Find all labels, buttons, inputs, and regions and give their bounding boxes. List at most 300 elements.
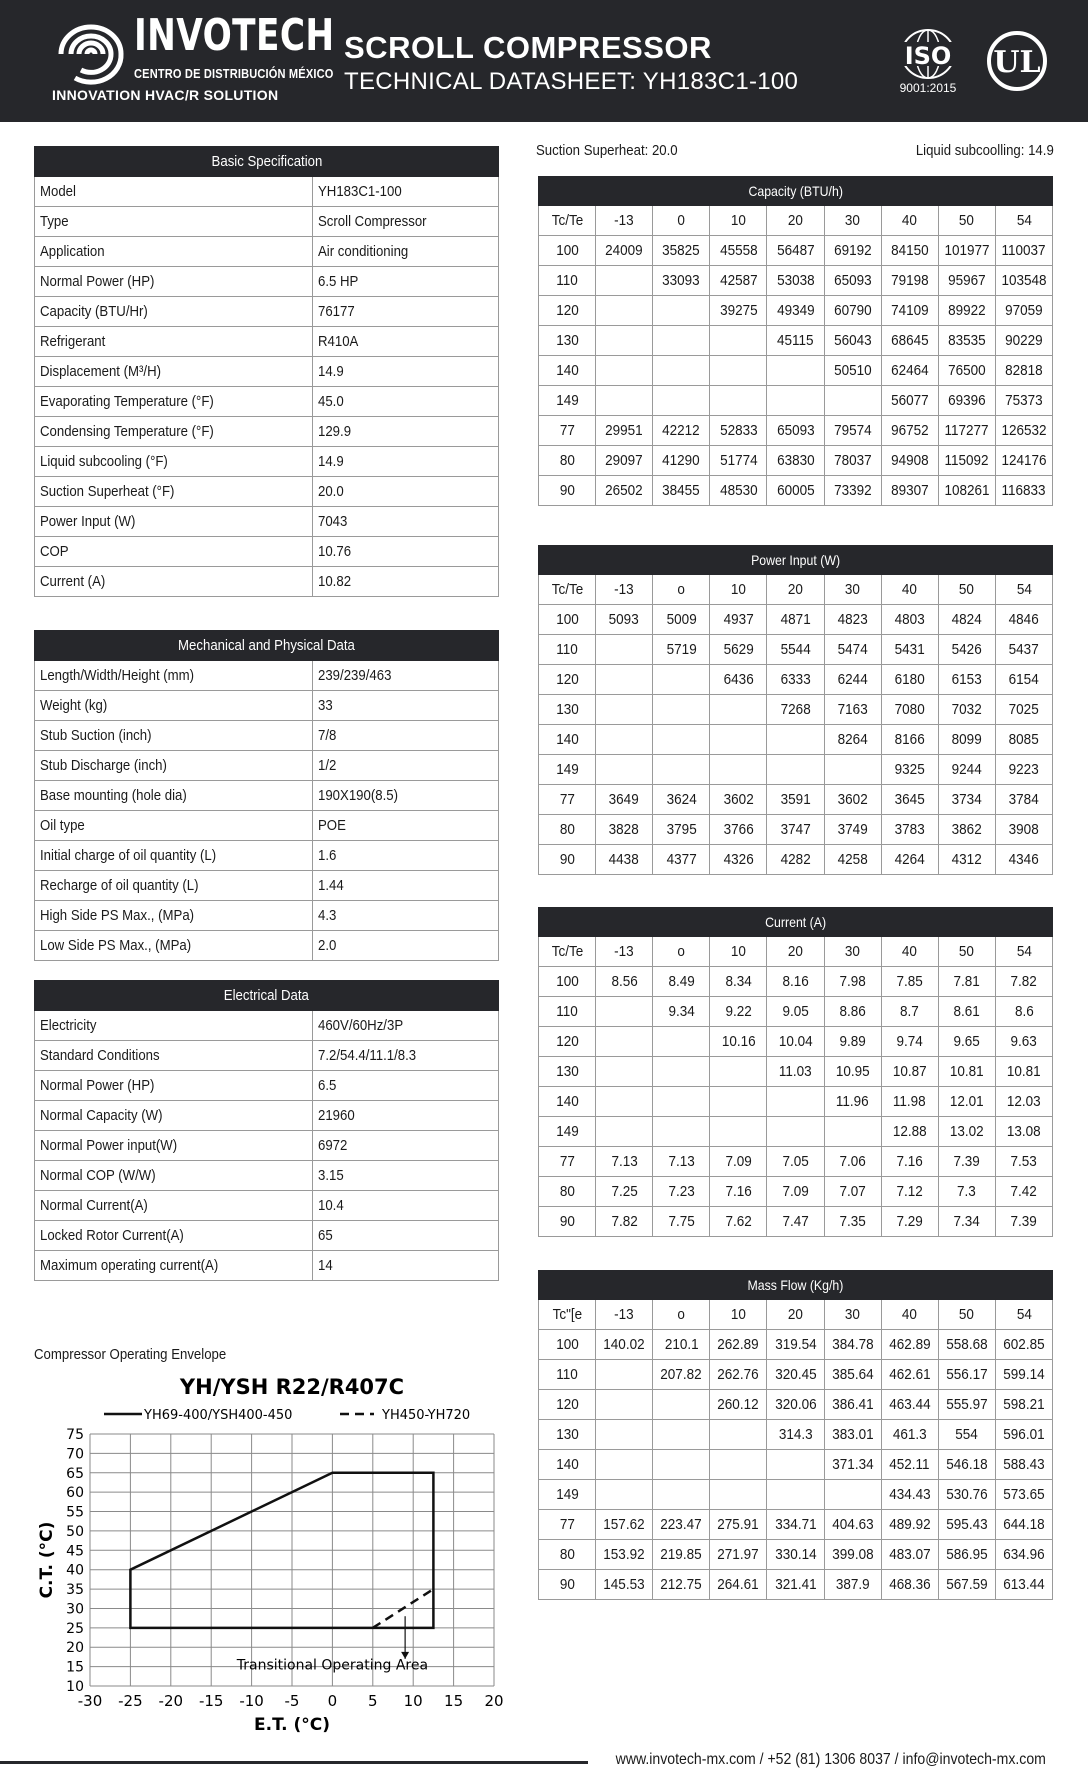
table-cell: 4282 xyxy=(767,845,824,875)
table-cell: 11.03 xyxy=(767,1057,824,1087)
x-tick-label: 15 xyxy=(444,1692,464,1710)
column-header: 30 xyxy=(824,937,881,967)
table-cell: 3784 xyxy=(995,785,1052,815)
table-cell: 60790 xyxy=(824,296,881,326)
table-cell xyxy=(596,997,653,1027)
table-cell: 7.05 xyxy=(767,1147,824,1177)
table-cell: 385.64 xyxy=(824,1360,881,1390)
table-row xyxy=(35,811,499,841)
table-cell: 4377 xyxy=(653,845,710,875)
table-cell: 78037 xyxy=(824,446,881,476)
table-cell: 334.71 xyxy=(767,1510,824,1540)
x-tick-label: -10 xyxy=(239,1692,264,1710)
table-row xyxy=(539,326,1053,356)
y-tick-label: 25 xyxy=(66,1620,84,1637)
y-tick-label: 70 xyxy=(66,1446,84,1463)
spec-value: 10.4 xyxy=(313,1191,499,1221)
table-row xyxy=(35,721,499,751)
chart-caption: Compressor Operating Envelope xyxy=(34,1346,227,1363)
table-cell: 7.82 xyxy=(596,1207,653,1237)
row-label: 110 xyxy=(539,266,596,296)
table-row xyxy=(539,605,1053,635)
row-label: 120 xyxy=(539,1027,596,1057)
table-cell xyxy=(710,386,767,416)
spec-label: Refrigerant xyxy=(35,327,313,357)
table-cell: 4438 xyxy=(596,845,653,875)
table-cell: 8085 xyxy=(995,725,1052,755)
table-cell: 320.45 xyxy=(767,1360,824,1390)
table-cell: 5431 xyxy=(881,635,938,665)
column-header: 10 xyxy=(710,1300,767,1330)
table-row xyxy=(35,781,499,811)
table-cell xyxy=(653,326,710,356)
table-cell: 68645 xyxy=(881,326,938,356)
column-header: 30 xyxy=(824,575,881,605)
row-label: 80 xyxy=(539,815,596,845)
table-cell: 452.11 xyxy=(881,1450,938,1480)
table-cell: 26502 xyxy=(596,476,653,506)
table-cell: 13.08 xyxy=(995,1117,1052,1147)
spec-value: 6972 xyxy=(313,1131,499,1161)
column-header: o xyxy=(653,575,710,605)
table-cell: 73392 xyxy=(824,476,881,506)
spec-label: Normal Current(A) xyxy=(35,1191,313,1221)
table-row xyxy=(35,1071,499,1101)
table-cell: 8.56 xyxy=(596,967,653,997)
row-label: 140 xyxy=(539,1087,596,1117)
table-title: Electrical Data xyxy=(35,981,499,1011)
table-cell: 634.96 xyxy=(995,1540,1052,1570)
table-cell xyxy=(596,695,653,725)
column-header: 30 xyxy=(824,1300,881,1330)
table-cell: 596.01 xyxy=(995,1420,1052,1450)
table-cell: 3828 xyxy=(596,815,653,845)
table-cell xyxy=(596,1480,653,1510)
brand-name: INVOTECH xyxy=(134,10,335,61)
spec-label: Application xyxy=(35,237,313,267)
column-header: 20 xyxy=(767,575,824,605)
legend-entry-solid: YH69-400/YSH400-450 xyxy=(144,1408,293,1423)
table-row xyxy=(35,1011,499,1041)
table-cell: 7.34 xyxy=(938,1207,995,1237)
conditions-notes xyxy=(536,142,1054,162)
table-row xyxy=(539,1087,1053,1117)
table-cell: 7.3 xyxy=(938,1177,995,1207)
table-cell: 4264 xyxy=(881,845,938,875)
spec-value: 239/239/463 xyxy=(313,661,499,691)
table-cell xyxy=(596,266,653,296)
table-cell: 4871 xyxy=(767,605,824,635)
table-cell: 6244 xyxy=(824,665,881,695)
y-tick-label: 50 xyxy=(66,1523,84,1540)
header-banner xyxy=(0,0,1088,122)
table-cell: 3766 xyxy=(710,815,767,845)
x-tick-label: -5 xyxy=(284,1692,300,1710)
table-row xyxy=(35,931,499,961)
table-cell: 79574 xyxy=(824,416,881,446)
column-header: 40 xyxy=(881,1300,938,1330)
table-cell: 51774 xyxy=(710,446,767,476)
y-tick-label: 30 xyxy=(66,1601,84,1618)
table-cell: 3602 xyxy=(710,785,767,815)
table-cell: 7.25 xyxy=(596,1177,653,1207)
table-cell: 7.47 xyxy=(767,1207,824,1237)
table-cell xyxy=(653,1390,710,1420)
table-cell: 613.44 xyxy=(995,1570,1052,1600)
row-label: 77 xyxy=(539,1147,596,1177)
spec-value: 6.5 xyxy=(313,1071,499,1101)
table-row xyxy=(35,691,499,721)
table-cell: 7.09 xyxy=(767,1177,824,1207)
table-row xyxy=(35,1161,499,1191)
spec-label: Capacity (BTU/Hr) xyxy=(35,297,313,327)
table-cell xyxy=(596,1450,653,1480)
page-title: SCROLL COMPRESSOR xyxy=(344,30,712,65)
table-cell: 11.96 xyxy=(824,1087,881,1117)
table-cell: 60005 xyxy=(767,476,824,506)
spec-label: Suction Superheat (°F) xyxy=(35,477,313,507)
table-cell xyxy=(653,296,710,326)
table-row xyxy=(35,1041,499,1071)
header-row xyxy=(539,937,1053,967)
row-label: 100 xyxy=(539,967,596,997)
table-row xyxy=(35,447,499,477)
table-cell xyxy=(653,1420,710,1450)
y-tick-label: 60 xyxy=(66,1485,84,1502)
table-cell: 33093 xyxy=(653,266,710,296)
table-cell: 483.07 xyxy=(881,1540,938,1570)
table-cell: 8.6 xyxy=(995,997,1052,1027)
table-cell: 6153 xyxy=(938,665,995,695)
table-cell: 264.61 xyxy=(710,1570,767,1600)
column-header: Tc/Te xyxy=(539,575,596,605)
spec-value: Scroll Compressor xyxy=(313,207,499,237)
table-cell: 8.49 xyxy=(653,967,710,997)
table-cell: 42212 xyxy=(653,416,710,446)
table-row xyxy=(539,1360,1053,1390)
table-row xyxy=(35,841,499,871)
spec-label: Base mounting (hole dia) xyxy=(35,781,313,811)
spec-label: High Side PS Max., (MPa) xyxy=(35,901,313,931)
table-row xyxy=(539,1450,1053,1480)
table-cell: 219.85 xyxy=(653,1540,710,1570)
table-cell xyxy=(596,1390,653,1420)
table-cell: 140.02 xyxy=(596,1330,653,1360)
table-row xyxy=(35,207,499,237)
table-cell: 530.76 xyxy=(938,1480,995,1510)
table-row xyxy=(539,1207,1053,1237)
table-row xyxy=(539,1057,1053,1087)
table-cell: 75373 xyxy=(995,386,1052,416)
table-cell: 41290 xyxy=(653,446,710,476)
spec-value: 76177 xyxy=(313,297,499,327)
spec-value: 7.2/54.4/11.1/8.3 xyxy=(313,1041,499,1071)
spec-label: Normal COP (W/W) xyxy=(35,1161,313,1191)
column-header: Tc/Te xyxy=(539,206,596,236)
spec-label: Recharge of oil quantity (L) xyxy=(35,871,313,901)
spec-label: Condensing Temperature (°F) xyxy=(35,417,313,447)
row-label: 90 xyxy=(539,476,596,506)
spec-label: Normal Power (HP) xyxy=(35,1071,313,1101)
spec-value: 7/8 xyxy=(313,721,499,751)
table-cell: 8.86 xyxy=(824,997,881,1027)
table-cell xyxy=(767,725,824,755)
row-label: 149 xyxy=(539,1117,596,1147)
table-cell: 90229 xyxy=(995,326,1052,356)
table-cell: 4258 xyxy=(824,845,881,875)
y-tick-label: 20 xyxy=(66,1640,84,1657)
table-cell: 10.81 xyxy=(995,1057,1052,1087)
row-label: 140 xyxy=(539,1450,596,1480)
spec-value: 21960 xyxy=(313,1101,499,1131)
spec-value: YH183C1-100 xyxy=(313,177,499,207)
table-cell: 554 xyxy=(938,1420,995,1450)
table-row xyxy=(35,357,499,387)
table-cell: 11.98 xyxy=(881,1087,938,1117)
table-cell xyxy=(710,1117,767,1147)
table-cell: 7.06 xyxy=(824,1147,881,1177)
table-row xyxy=(539,997,1053,1027)
suction-superheat-note: Suction Superheat: 20.0 xyxy=(536,142,678,159)
row-label: 77 xyxy=(539,1510,596,1540)
mass-flow-table xyxy=(538,1270,1053,1600)
table-row xyxy=(35,901,499,931)
table-row xyxy=(35,177,499,207)
x-tick-label: -25 xyxy=(118,1692,143,1710)
table-row xyxy=(35,477,499,507)
row-label: 90 xyxy=(539,845,596,875)
row-label: 100 xyxy=(539,605,596,635)
table-cell: 115092 xyxy=(938,446,995,476)
row-label: 149 xyxy=(539,386,596,416)
table-cell xyxy=(653,725,710,755)
table-cell: 5474 xyxy=(824,635,881,665)
row-label: 140 xyxy=(539,725,596,755)
table-cell: 65093 xyxy=(767,416,824,446)
table-row xyxy=(35,537,499,567)
spec-label: Weight (kg) xyxy=(35,691,313,721)
table-cell: 3649 xyxy=(596,785,653,815)
table-cell: 4312 xyxy=(938,845,995,875)
table-row xyxy=(35,1251,499,1281)
table-cell: 8099 xyxy=(938,725,995,755)
table-cell: 4824 xyxy=(938,605,995,635)
x-tick-label: -15 xyxy=(198,1692,224,1710)
spec-label: COP xyxy=(35,537,313,567)
iso-standard: 9001:2015 xyxy=(899,81,957,94)
table-cell: 10.04 xyxy=(767,1027,824,1057)
table-cell: 56043 xyxy=(824,326,881,356)
x-tick-label: -30 xyxy=(77,1692,103,1710)
table-row xyxy=(539,967,1053,997)
table-cell: 89307 xyxy=(881,476,938,506)
table-cell: 3747 xyxy=(767,815,824,845)
table-cell: 644.18 xyxy=(995,1510,1052,1540)
spec-value: 190X190(8.5) xyxy=(313,781,499,811)
table-cell: 4803 xyxy=(881,605,938,635)
x-tick-label: 20 xyxy=(484,1692,504,1710)
table-cell: 76500 xyxy=(938,356,995,386)
column-header: 40 xyxy=(881,937,938,967)
spec-label: Initial charge of oil quantity (L) xyxy=(35,841,313,871)
spec-label: Model xyxy=(35,177,313,207)
column-header: -13 xyxy=(596,937,653,967)
table-row xyxy=(539,1510,1053,1540)
table-cell xyxy=(767,1450,824,1480)
column-header: 50 xyxy=(938,1300,995,1330)
table-cell xyxy=(824,755,881,785)
table-cell xyxy=(710,1087,767,1117)
table-cell xyxy=(824,386,881,416)
table-cell xyxy=(653,1057,710,1087)
table-cell: 38455 xyxy=(653,476,710,506)
spec-label: Evaporating Temperature (°F) xyxy=(35,387,313,417)
table-cell: 9.89 xyxy=(824,1027,881,1057)
page-subtitle: TECHNICAL DATASHEET: YH183C1-100 xyxy=(344,68,799,95)
table-row xyxy=(539,1540,1053,1570)
table-cell: 12.88 xyxy=(881,1117,938,1147)
table-cell: 321.41 xyxy=(767,1570,824,1600)
spec-label: Normal Power (HP) xyxy=(35,267,313,297)
x-tick-label: 10 xyxy=(403,1692,423,1710)
table-cell xyxy=(767,1480,824,1510)
table-cell xyxy=(710,755,767,785)
table-cell: 5093 xyxy=(596,605,653,635)
table-cell: 126532 xyxy=(995,416,1052,446)
table-row xyxy=(539,665,1053,695)
table-cell: 69396 xyxy=(938,386,995,416)
row-label: 80 xyxy=(539,446,596,476)
table-row xyxy=(35,297,499,327)
table-cell xyxy=(767,1087,824,1117)
spec-label: Electricity xyxy=(35,1011,313,1041)
table-cell xyxy=(596,755,653,785)
table-cell: 45115 xyxy=(767,326,824,356)
spec-value: 6.5 HP xyxy=(313,267,499,297)
table-cell xyxy=(653,356,710,386)
table-cell: 5437 xyxy=(995,635,1052,665)
row-label: 77 xyxy=(539,785,596,815)
table-cell: 210.1 xyxy=(653,1330,710,1360)
table-cell xyxy=(653,1450,710,1480)
table-row xyxy=(35,567,499,597)
table-cell: 384.78 xyxy=(824,1330,881,1360)
table-cell: 7.35 xyxy=(824,1207,881,1237)
table-row xyxy=(35,267,499,297)
table-cell: 595.43 xyxy=(938,1510,995,1540)
table-cell: 7.09 xyxy=(710,1147,767,1177)
row-label: 130 xyxy=(539,1057,596,1087)
table-cell: 12.01 xyxy=(938,1087,995,1117)
table-cell: 24009 xyxy=(596,236,653,266)
spec-value: 1.44 xyxy=(313,871,499,901)
table-cell: 6180 xyxy=(881,665,938,695)
ul-logo-icon xyxy=(986,30,1048,92)
table-cell xyxy=(767,755,824,785)
y-tick-label: 10 xyxy=(66,1679,84,1695)
table-row xyxy=(35,661,499,691)
spec-label: Power Input (W) xyxy=(35,507,313,537)
table-cell: 89922 xyxy=(938,296,995,326)
spec-value: 14.9 xyxy=(313,447,499,477)
table-cell: 260.12 xyxy=(710,1390,767,1420)
table-cell: 599.14 xyxy=(995,1360,1052,1390)
table-cell: 5719 xyxy=(653,635,710,665)
table-cell xyxy=(596,356,653,386)
table-cell: 567.59 xyxy=(938,1570,995,1600)
power-input-table xyxy=(538,545,1053,875)
table-title: Capacity (BTU/h) xyxy=(539,177,1053,206)
column-header: 54 xyxy=(995,575,1052,605)
column-header: 20 xyxy=(767,937,824,967)
spec-value: 1.6 xyxy=(313,841,499,871)
table-cell: 9325 xyxy=(881,755,938,785)
table-row xyxy=(539,815,1053,845)
table-cell xyxy=(767,386,824,416)
table-row xyxy=(539,755,1053,785)
row-label: 90 xyxy=(539,1570,596,1600)
table-row xyxy=(539,266,1053,296)
row-label: 149 xyxy=(539,755,596,785)
table-cell: 330.14 xyxy=(767,1540,824,1570)
table-cell: 7.39 xyxy=(995,1207,1052,1237)
table-cell: 10.95 xyxy=(824,1057,881,1087)
table-cell: 3602 xyxy=(824,785,881,815)
table-cell xyxy=(596,386,653,416)
row-label: 140 xyxy=(539,356,596,386)
table-cell: 108261 xyxy=(938,476,995,506)
x-tick-label: 5 xyxy=(368,1692,378,1710)
table-cell: 101977 xyxy=(938,236,995,266)
table-row xyxy=(35,1101,499,1131)
table-cell: 7.42 xyxy=(995,1177,1052,1207)
table-cell xyxy=(596,1057,653,1087)
row-label: 100 xyxy=(539,1330,596,1360)
table-cell: 97059 xyxy=(995,296,1052,326)
x-tick-label: -20 xyxy=(158,1692,184,1710)
table-row xyxy=(539,356,1053,386)
y-tick-label: 55 xyxy=(66,1504,84,1521)
spec-value: 2.0 xyxy=(313,931,499,961)
spec-label: Maximum operating current(A) xyxy=(35,1251,313,1281)
column-header: 54 xyxy=(995,937,1052,967)
table-cell: 124176 xyxy=(995,446,1052,476)
header-row xyxy=(539,206,1053,236)
spec-value: 129.9 xyxy=(313,417,499,447)
table-cell xyxy=(710,695,767,725)
table-cell: 39275 xyxy=(710,296,767,326)
table-cell: 383.01 xyxy=(824,1420,881,1450)
row-label: 120 xyxy=(539,1390,596,1420)
table-cell: 10.87 xyxy=(881,1057,938,1087)
table-cell: 262.89 xyxy=(710,1330,767,1360)
table-cell: 7025 xyxy=(995,695,1052,725)
header-row xyxy=(539,575,1053,605)
table-cell: 82818 xyxy=(995,356,1052,386)
y-tick-label: 35 xyxy=(66,1582,84,1599)
row-label: 120 xyxy=(539,296,596,326)
table-title: Mass Flow (Kg/h) xyxy=(539,1271,1053,1300)
row-label: 90 xyxy=(539,1207,596,1237)
table-cell: 4326 xyxy=(710,845,767,875)
table-cell: 314.3 xyxy=(767,1420,824,1450)
brand-subtitle: CENTRO DE DISTRIBUCIÓN MÉXICO xyxy=(134,66,334,81)
table-cell: 9.74 xyxy=(881,1027,938,1057)
table-cell: 9.63 xyxy=(995,1027,1052,1057)
row-label: 149 xyxy=(539,1480,596,1510)
spec-value: 20.0 xyxy=(313,477,499,507)
swirl-logo-icon xyxy=(50,18,132,90)
